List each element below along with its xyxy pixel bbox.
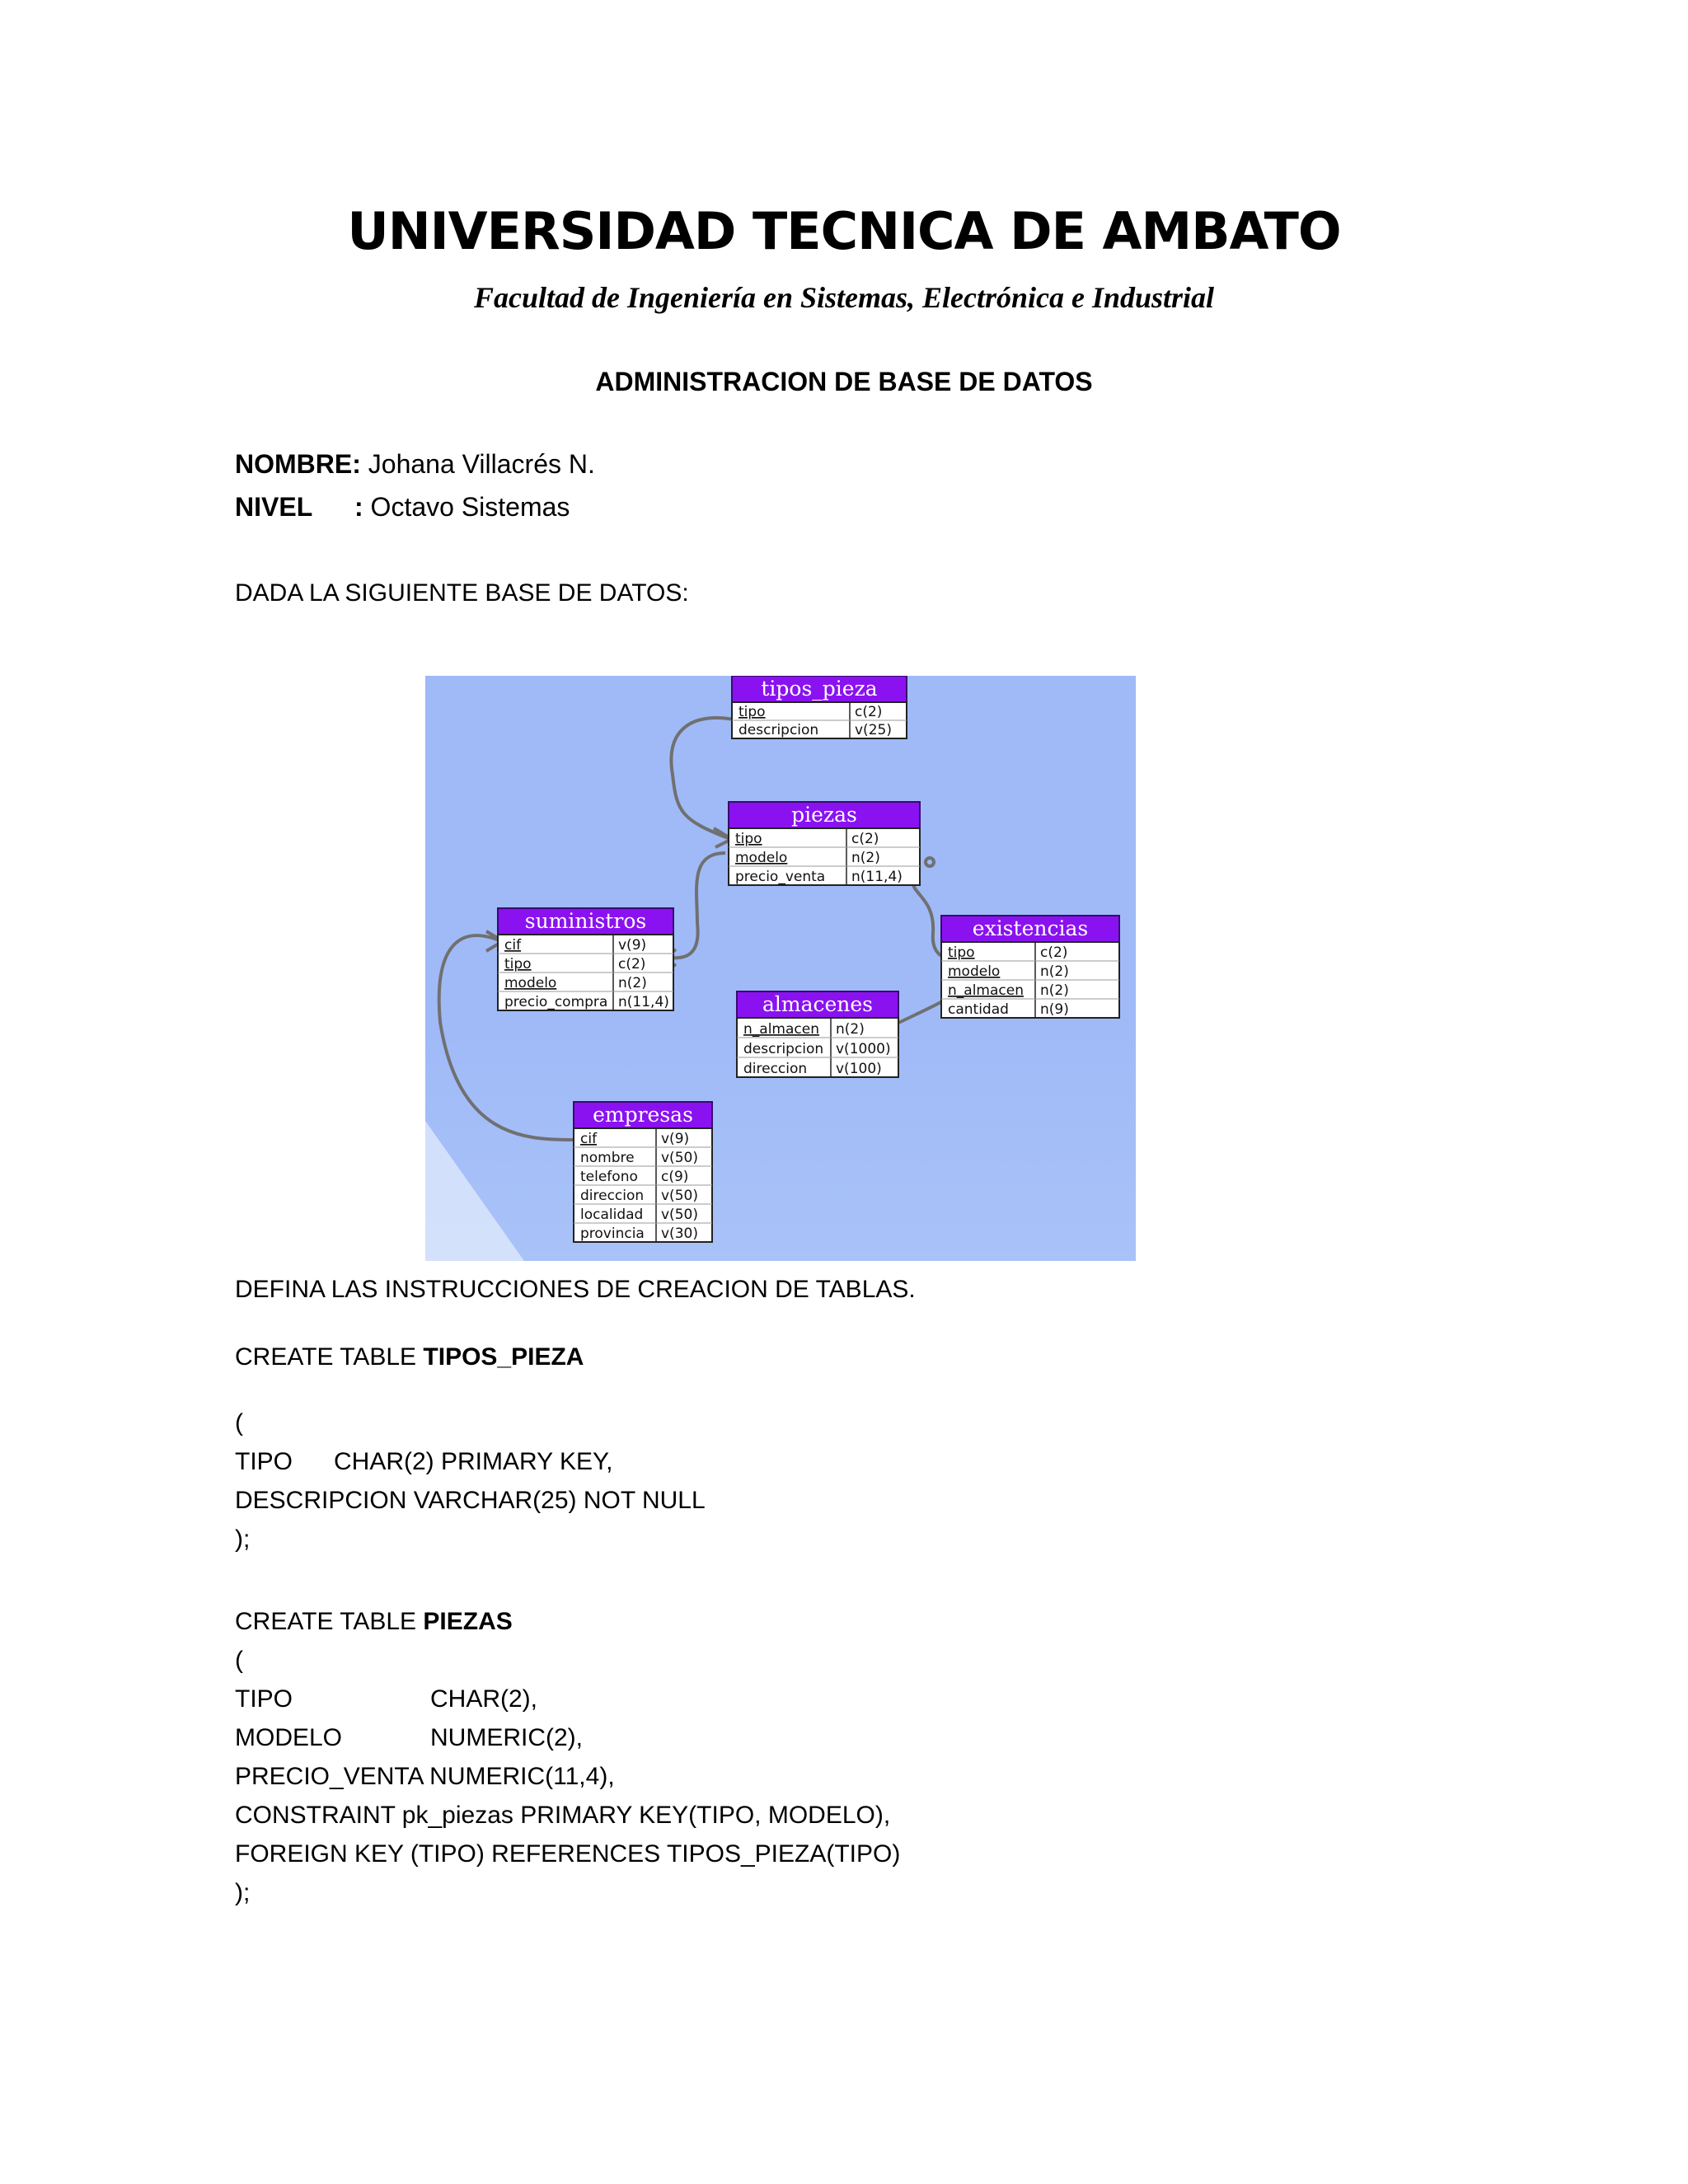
field-type: n(11,4) — [851, 869, 903, 885]
table-piezas — [729, 802, 920, 885]
field-name: tipo — [735, 831, 762, 847]
field-name: modelo — [948, 963, 1001, 980]
sql-column-line — [235, 1448, 612, 1476]
table-title: almacenes — [762, 992, 874, 1016]
university-title: UNIVERSIDAD TECNICA DE AMBATO — [347, 201, 1341, 261]
sql-column-line: PRECIO_VENTA NUMERIC(11,4), — [235, 1763, 615, 1790]
sql-close-paren: ); — [235, 1879, 251, 1906]
sql-foreign-key-line: FOREIGN KEY (TIPO) REFERENCES TIPOS_PIEZA(TIPO) — [235, 1840, 901, 1868]
field-name: provincia — [580, 1226, 645, 1242]
level-value: Octavo Sistemas — [363, 492, 570, 522]
sql-open-paren: ( — [235, 1647, 243, 1674]
sql-table-name: TIPOS_PIEZA — [423, 1343, 584, 1371]
field-name: direccion — [743, 1061, 808, 1077]
field-type: v(50) — [661, 1207, 698, 1223]
field-type: v(50) — [661, 1150, 698, 1166]
field-type: n(2) — [618, 975, 647, 991]
field-name: modelo — [735, 850, 788, 866]
field-name: telefono — [580, 1169, 638, 1185]
name-label: NOMBRE: — [235, 449, 361, 479]
table-empresas — [574, 1102, 712, 1242]
sql-table-name: PIEZAS — [423, 1608, 513, 1635]
sql-create-tipos-pieza — [235, 1343, 584, 1371]
field-name: nombre — [580, 1150, 635, 1166]
field-name: precio_compra — [504, 994, 608, 1010]
field-type: n(2) — [851, 850, 880, 866]
table-title: suministros — [524, 909, 647, 933]
table-suministros — [498, 908, 673, 1010]
field-name: tipo — [738, 704, 766, 720]
table-title: tipos_pieza — [761, 677, 878, 701]
field-type: v(25) — [855, 722, 892, 738]
sql-create-prefix: CREATE TABLE — [235, 1343, 424, 1371]
sql-create-piezas — [235, 1608, 513, 1636]
field-name: cif — [580, 1131, 598, 1147]
field-type: v(1000) — [836, 1041, 891, 1057]
table-existencias — [941, 916, 1119, 1018]
field-name: n_almacen — [948, 982, 1024, 999]
table-title: empresas — [593, 1103, 693, 1127]
sql-column-line — [235, 1724, 583, 1752]
course-title: ADMINISTRACION DE BASE DE DATOS — [595, 367, 1093, 396]
level-colon: : — [354, 492, 363, 522]
level-label: NIVEL — [235, 492, 313, 522]
student-level-line — [235, 492, 570, 523]
name-value: Johana Villacrés N. — [360, 449, 595, 479]
field-type: c(2) — [1040, 944, 1068, 961]
field-type: n(9) — [1040, 1001, 1069, 1018]
field-type: c(9) — [661, 1169, 689, 1185]
sql-column-name: MODELO — [235, 1724, 343, 1751]
field-name: cantidad — [948, 1001, 1009, 1018]
field-name: tipo — [504, 956, 532, 972]
field-name: descripcion — [738, 722, 819, 738]
field-type: c(2) — [618, 956, 646, 972]
field-name: modelo — [504, 975, 557, 991]
field-type: n(11,4) — [618, 994, 669, 1010]
sql-column-line — [235, 1685, 537, 1713]
sql-constraint-line: CONSTRAINT pk_piezas PRIMARY KEY(TIPO, MODELO), — [235, 1802, 891, 1829]
table-tipos-pieza — [732, 676, 907, 738]
field-name: tipo — [948, 944, 975, 961]
field-type: v(30) — [661, 1226, 698, 1242]
student-name-line — [235, 449, 595, 480]
field-name: precio_venta — [735, 869, 826, 885]
sql-open-paren: ( — [235, 1409, 243, 1436]
field-name: direccion — [580, 1188, 645, 1204]
field-type: v(9) — [618, 937, 647, 954]
table-title: piezas — [791, 803, 857, 827]
table-title: existencias — [972, 916, 1089, 940]
sql-column-line: DESCRIPCION VARCHAR(25) NOT NULL — [235, 1487, 706, 1514]
sql-column-name: TIPO — [235, 1448, 293, 1475]
field-type: c(2) — [851, 831, 879, 847]
field-name: localidad — [580, 1207, 644, 1223]
field-type: v(50) — [661, 1188, 698, 1204]
sql-column-def: NUMERIC(2), — [430, 1724, 583, 1751]
sql-close-paren: ); — [235, 1526, 251, 1553]
sql-column-name: TIPO — [235, 1685, 293, 1713]
er-diagram — [425, 676, 1136, 1261]
instructions-text: DEFINA LAS INSTRUCCIONES DE CREACION DE TABLAS. — [235, 1276, 916, 1303]
field-type: n(2) — [1040, 963, 1069, 980]
sql-column-def: CHAR(2), — [430, 1685, 538, 1713]
field-type: v(100) — [836, 1061, 882, 1077]
field-name: cif — [504, 937, 522, 954]
field-name: n_almacen — [743, 1021, 819, 1038]
table-almacenes — [737, 991, 898, 1077]
field-type: v(9) — [661, 1131, 690, 1147]
intro-text: DADA LA SIGUIENTE BASE DE DATOS: — [235, 579, 689, 607]
field-type: n(2) — [836, 1021, 865, 1038]
sql-create-prefix: CREATE TABLE — [235, 1608, 424, 1635]
sql-column-def: CHAR(2) PRIMARY KEY, — [334, 1448, 613, 1475]
field-type: c(2) — [855, 704, 883, 720]
faculty-subtitle: Facultad de Ingeniería en Sistemas, Electrónica e Industrial — [473, 281, 1215, 314]
field-name: descripcion — [743, 1041, 824, 1057]
field-type: n(2) — [1040, 982, 1069, 999]
